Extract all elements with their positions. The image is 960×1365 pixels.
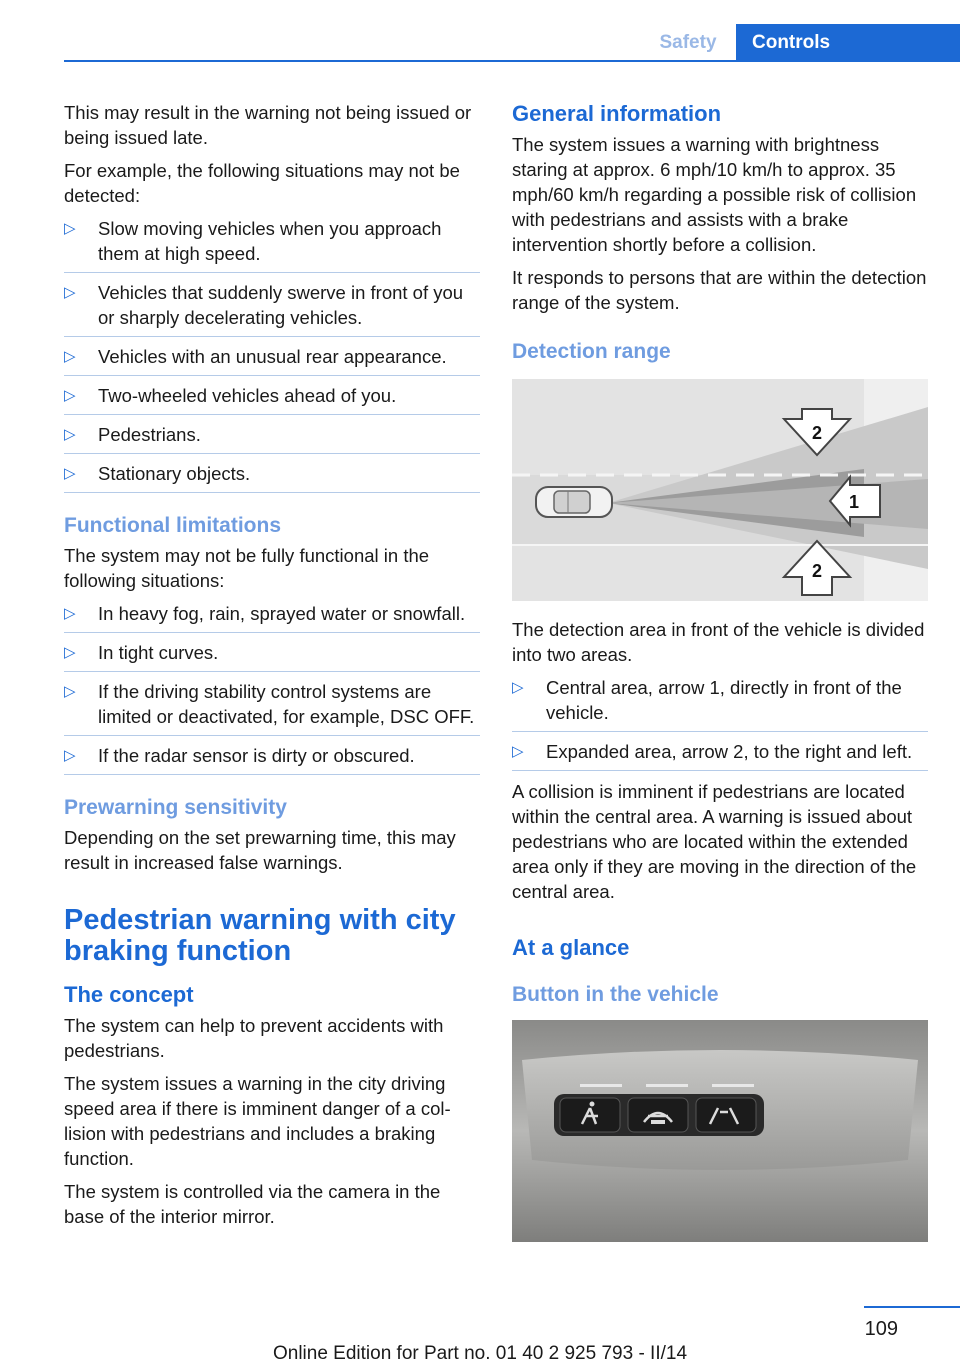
triangle-bullet-icon: ▷ [512, 743, 524, 760]
paragraph: The detection area in front of the vehicle is divided into two areas. [512, 619, 925, 665]
pedestrian-warning-button[interactable] [560, 1098, 620, 1132]
footer-rule [864, 1306, 960, 1308]
detection-areas-list [512, 675, 928, 771]
triangle-bullet-icon: ▷ [64, 605, 76, 622]
triangle-bullet-icon: ▷ [64, 387, 76, 404]
list-item: ▷ If the driving stability control systems are limited or deactivated, for example, DSC OFF. [64, 672, 480, 736]
list-item: ▷ Vehicles with an unusual rear appearance. [64, 337, 480, 376]
svg-text:2: 2 [811, 423, 823, 443]
paragraph: The system is controlled via the camera in the base of the interior mirror. [64, 1181, 441, 1227]
list-item: ▷ In heavy fog, rain, sprayed water or snowfall. [64, 601, 480, 633]
heading-button-in-vehicle: Button in the vehicle [512, 983, 719, 1006]
list-item: ▷ Slow moving vehicles when you approach them at high speed. [64, 216, 480, 273]
button-photo [512, 1020, 928, 1242]
detection-range-illustration [512, 379, 928, 601]
vehicle-buttons-photo [512, 1020, 928, 1242]
header-rule [64, 60, 960, 62]
list-item: ▷ In tight curves. [64, 633, 480, 672]
list-item: ▷ Two-wheeled vehicles ahead of you. [64, 376, 480, 415]
page-header [0, 0, 960, 64]
triangle-bullet-icon: ▷ [64, 220, 76, 237]
collision-warning-button[interactable] [628, 1098, 688, 1132]
paragraph: Depending on the set prewarning time, this may result in increased false warnings. [64, 827, 456, 873]
triangle-bullet-icon: ▷ [64, 284, 76, 301]
paragraph: The system can help to prevent accidents with pedestrians. [64, 1015, 444, 1061]
heading-detection-range: Detection range [512, 340, 671, 363]
detection-range-diagram [512, 379, 928, 601]
heading-pedestrian-warning: Pedestrian warning with city braking function [64, 904, 456, 967]
svg-text:1: 1 [848, 492, 860, 512]
section-tab-safety[interactable]: Safety [659, 32, 717, 53]
triangle-bullet-icon: ▷ [64, 348, 76, 365]
car-icon [536, 487, 612, 517]
triangle-bullet-icon: ▷ [64, 747, 76, 764]
list-item: ▷ Stationary objects. [64, 454, 480, 493]
triangle-bullet-icon: ▷ [64, 644, 76, 661]
paragraph: This may result in the warning not being issued or being issued late. [64, 102, 472, 148]
triangle-bullet-icon: ▷ [64, 683, 76, 700]
paragraph: For example, the following situations may not be detected: [64, 160, 460, 206]
paragraph: The system issues a warning with brightness staring at approx. 6 mph/10 km/h to approx. 35 mph/60 km/h regarding a possible risk of collision with pedestrians and assists with a brake intervention shortly before a collision. [512, 134, 917, 255]
list-item: ▷ Expanded area, arrow 2, to the right and left. [512, 732, 928, 771]
list-item: ▷ Vehicles that suddenly swerve in front of you or sharply decelerating vehicles. [64, 273, 480, 337]
triangle-bullet-icon: ▷ [512, 679, 524, 696]
limitations-list [64, 601, 480, 775]
svg-text:2: 2 [811, 561, 823, 581]
heading-general-information: General information [512, 101, 722, 126]
lane-departure-button[interactable] [696, 1098, 756, 1132]
left-column [64, 100, 480, 1237]
list-item: ▷ Pedestrians. [64, 415, 480, 454]
paragraph: The system issues a warning in the city driving speed area if there is imminent danger of a collision with pedestrians and includes a braking function. [64, 1073, 451, 1169]
heading-at-a-glance: At a glance [512, 935, 630, 960]
triangle-bullet-icon: ▷ [64, 426, 76, 443]
heading-prewarning-sensitivity: Prewarning sensitivity [64, 796, 287, 819]
right-column [512, 100, 928, 1242]
triangle-bullet-icon: ▷ [64, 465, 76, 482]
heading-functional-limitations: Functional limitations [64, 514, 282, 537]
page-number: 109 [864, 1318, 898, 1340]
paragraph: The system may not be fully functional in the following situations: [64, 545, 430, 591]
list-item: ▷ If the radar sensor is dirty or obscured. [64, 736, 480, 775]
paragraph: A collision is imminent if pedestrians are located within the central area. A warning is issued about pedestrians who are located within the extended area only if they are moving in the direction of the central area. [512, 781, 917, 902]
chapter-tab-controls[interactable]: Controls [736, 24, 960, 62]
list-item: ▷ Central area, arrow 1, directly in front of the vehicle. [512, 675, 928, 732]
online-edition-text: Online Edition for Part no. 01 40 2 925 793 - II/14 [272, 1343, 688, 1364]
undetected-situations-list [64, 216, 480, 493]
paragraph: It responds to persons that are within the detection range of the system. [512, 267, 927, 313]
heading-the-concept: The concept [64, 982, 194, 1007]
